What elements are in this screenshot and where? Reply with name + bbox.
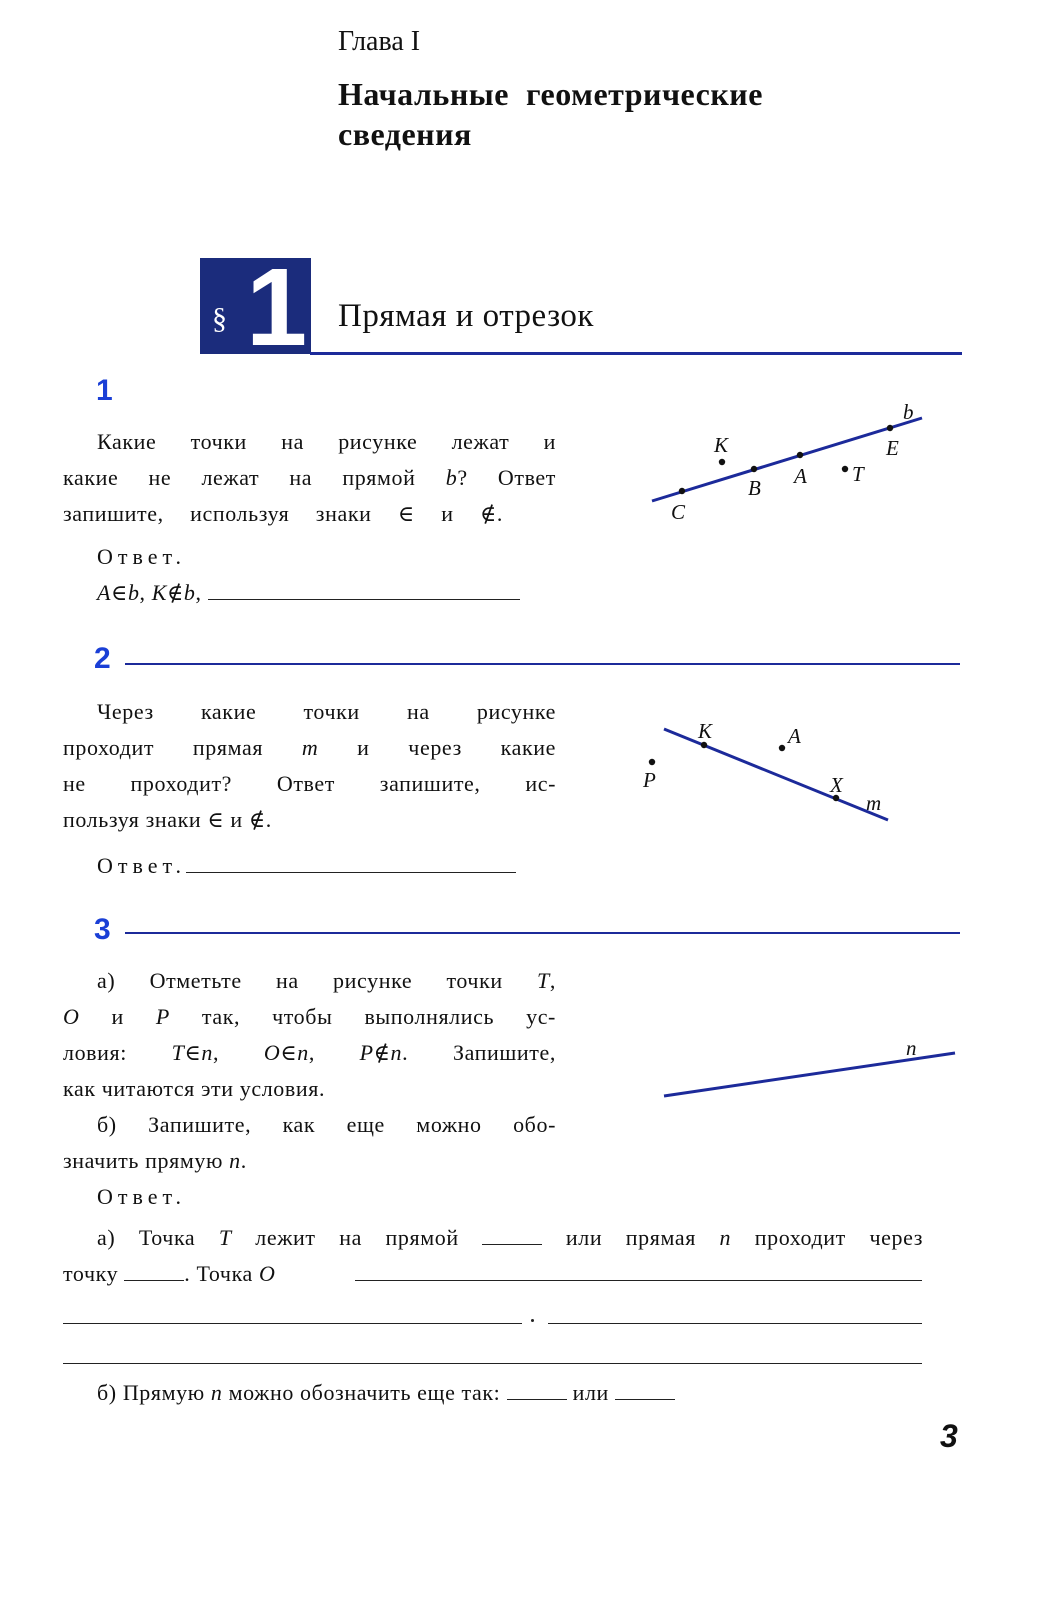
text-segment: K	[151, 580, 168, 605]
answer-blank[interactable]	[507, 1379, 567, 1400]
page-number: 3	[940, 1418, 958, 1454]
text-segment: ∉	[373, 1040, 391, 1065]
text-segment: O	[263, 1040, 281, 1065]
point-dot	[679, 488, 685, 494]
text-segment: b	[183, 580, 196, 605]
section-number: 1	[246, 246, 308, 369]
text-segment: n	[297, 1040, 309, 1065]
text-segment: пользуя знаки ∈ и ∉.	[63, 807, 272, 832]
period-mark	[531, 1319, 534, 1322]
text-segment: запишите, используя знаки ∈ и ∉.	[63, 501, 503, 526]
problem-2-line	[63, 733, 556, 763]
text-segment: ∈	[280, 1040, 298, 1065]
answer-blank[interactable]	[186, 852, 516, 873]
text-segment: n	[719, 1225, 732, 1250]
answer-label-1: Ответ.	[97, 544, 186, 569]
answer-blank[interactable]	[482, 1224, 542, 1245]
problem-3-line	[63, 1038, 556, 1068]
problem-3-line	[63, 1146, 247, 1176]
answer-3b-line[interactable]	[97, 1378, 675, 1408]
point-label: E	[886, 436, 899, 460]
answer-3a-line-1[interactable]	[97, 1223, 923, 1253]
text-segment: и через какие	[318, 735, 556, 760]
answer-line-2[interactable]	[97, 851, 516, 881]
point-label: T	[852, 462, 864, 486]
point-dot	[779, 745, 785, 751]
text-segment: ∈	[184, 1040, 202, 1065]
point-label: b	[903, 400, 914, 424]
problem-2-line	[63, 769, 556, 799]
text-segment: ,	[195, 580, 208, 605]
answer-blank[interactable]	[63, 1323, 522, 1324]
answer-blank[interactable]	[548, 1323, 922, 1324]
text-segment: не проходит? Ответ запишите, ис-	[63, 771, 556, 796]
point-label: n	[906, 1036, 917, 1060]
answer-blank[interactable]	[615, 1379, 675, 1400]
text-segment: или прямая	[542, 1225, 720, 1250]
section-symbol: §	[212, 302, 227, 335]
text-segment: или	[566, 1380, 616, 1405]
point-dot	[842, 466, 848, 472]
text-segment: n	[210, 1380, 223, 1405]
text-segment: m	[301, 735, 319, 760]
text-segment: а) Точка	[97, 1225, 219, 1250]
text-segment: ,	[213, 1040, 264, 1065]
text-segment: лежит на прямой	[231, 1225, 483, 1250]
text-segment: а) Отметьте на рисунке точки	[97, 968, 538, 993]
text-segment: проходит через	[731, 1225, 923, 1250]
point-label: m	[866, 791, 882, 815]
point-label: K	[714, 433, 729, 457]
text-segment: T	[218, 1225, 232, 1250]
problem-2-line	[97, 697, 556, 727]
point-dot	[649, 759, 655, 765]
text-segment: T	[537, 968, 550, 993]
text-segment: Через какие точки на рисунке	[97, 699, 556, 724]
text-segment: ? Ответ	[457, 465, 557, 490]
answer-label-3: Ответ.	[97, 1184, 186, 1209]
text-segment: O	[259, 1261, 276, 1286]
text-segment: б) Запишите, как еще можно обо-	[97, 1112, 556, 1137]
answer-blank[interactable]	[63, 1363, 922, 1364]
text-segment: n	[229, 1148, 241, 1173]
text-segment	[276, 1261, 282, 1286]
text-segment: n	[390, 1040, 403, 1065]
chapter-title-line-2: сведения	[338, 116, 472, 152]
text-segment: точку	[63, 1261, 125, 1286]
section-title: Прямая и отрезок	[338, 298, 594, 334]
text-segment: O	[63, 1004, 80, 1029]
text-segment: . Запишите,	[402, 1040, 556, 1065]
text-segment: проходит прямая	[63, 735, 302, 760]
text-segment: .	[240, 1148, 247, 1173]
point-label: A	[794, 464, 807, 488]
text-segment: P	[155, 1004, 170, 1029]
point-dot	[797, 452, 803, 458]
answer-blank[interactable]	[124, 1260, 184, 1281]
answer-3a-line-2[interactable]	[63, 1259, 282, 1289]
text-segment: T	[171, 1040, 185, 1065]
answer-3a-prefix	[63, 1261, 282, 1286]
chapter-title-line-1: Начальные геометрические	[338, 76, 763, 112]
problem-3-rule	[125, 932, 960, 934]
point-label: X	[830, 773, 843, 797]
text-segment: можно обозначить еще так:	[222, 1380, 507, 1405]
text-segment: P	[359, 1040, 374, 1065]
problem-2-line	[63, 805, 272, 835]
problem-2-rule	[125, 663, 960, 665]
problem-number-1: 1	[96, 374, 113, 407]
text-segment: ,	[308, 1040, 360, 1065]
text-segment: как читаются эти условия.	[63, 1076, 326, 1101]
problem-3-line	[63, 1074, 325, 1104]
problem-3-line	[97, 1110, 556, 1140]
text-segment: значить прямую	[63, 1148, 230, 1173]
text-segment: . Точка	[184, 1261, 259, 1286]
problem-number-3: 3	[94, 913, 111, 946]
text-segment: b	[445, 465, 458, 490]
point-label: K	[698, 719, 713, 743]
text-segment: ловия:	[63, 1040, 172, 1065]
text-segment: A	[97, 580, 112, 605]
point-dot	[887, 425, 893, 431]
text-segment: и	[79, 1004, 156, 1029]
point-dot	[751, 466, 757, 472]
point-label: B	[748, 476, 761, 500]
text-segment: так, чтобы выполнялись ус-	[169, 1004, 556, 1029]
text-segment: b	[127, 580, 140, 605]
point-label: C	[671, 500, 686, 524]
point-label: P	[643, 768, 656, 792]
point-label: A	[788, 724, 801, 748]
text-segment: какие не лежат на прямой	[63, 465, 446, 490]
text-segment: б) Прямую	[97, 1380, 211, 1405]
chapter-label: Глава I	[338, 26, 421, 57]
text-segment: n	[201, 1040, 214, 1065]
text-segment: Какие точки на рисунке лежат и	[97, 429, 556, 454]
text-segment: ∈	[111, 580, 128, 605]
answer-blank[interactable]	[355, 1280, 922, 1281]
text-segment: ,	[549, 968, 556, 993]
problem-number-2: 2	[94, 642, 111, 675]
problem-3-line	[63, 1002, 556, 1032]
problem-3-line	[97, 966, 556, 996]
text-segment: ,	[139, 580, 152, 605]
line-b	[652, 418, 922, 501]
answer-label-2: Ответ.	[97, 853, 186, 878]
text-segment: ∉	[167, 580, 184, 605]
point-dot	[719, 459, 725, 465]
